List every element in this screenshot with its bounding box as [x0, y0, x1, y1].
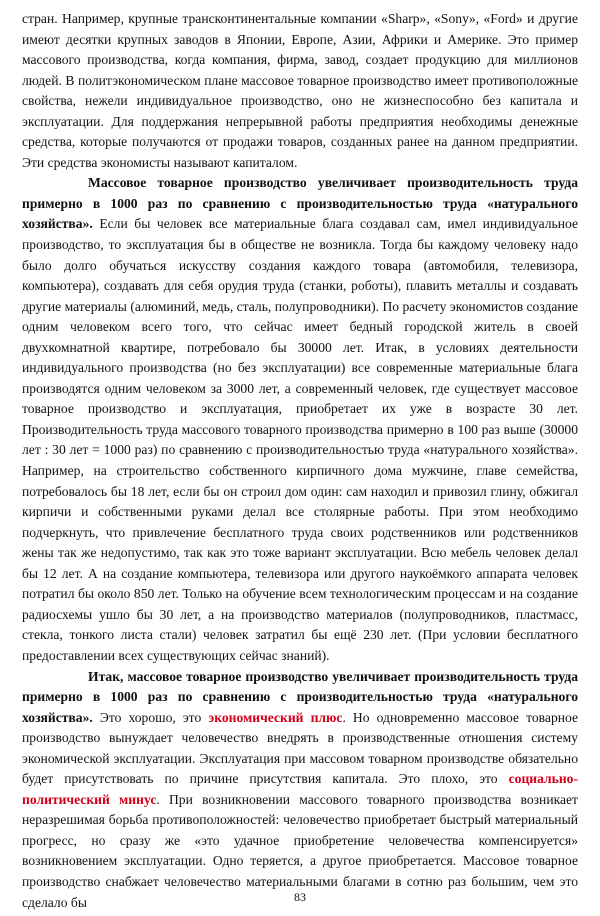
paragraph-productivity-body: Если бы человек все материальные блага создавал сам, имел индивидуальное производство, то эксплуатация бы в обществе не возникла. Тогда бы каждому человеку надо было долго обучаться искусству создания каждого товара (автомобиля, телевизора, компьютера), создавать для себя орудия труда (станки, роботы), плавить металлы и создавать другие материалы (алюминий, медь, сталь, полупроводники). По расчету экономистов создание одним человеком всего того, что сейчас имеет бедный городской житель в своей двухкомнатной квартире, потребовало бы 30000 лет. Итак, в условиях деятельности индивидуального производства (но без эксплуатации) все современные материальные блага производятся одним человеком за 3000 лет, а современный человек, где существует массовое товарное производство и эксплуатация, приобретает их уже в возрасте 30 лет. Производительность труда массового товарного производства примерно в 100 раз выше (30000 лет : 30 лет = 1000 раз) по сравнению с производительностью труда «натурального хозяйства». Например, на строительство собственного кирпичного дома мужчине, главе семейства, потребовалось бы 18 лет, если бы он строил дом один: сам находил и привозил глину, обжигал кирпичи и собственными руками делал все столярные работы. При этом необходимо подчеркнуть, что привлечение бесплатного труда своих родственников или родственников жены так же недопустимо, так как это тоже вариант эксплуатации. Всю мебель человек делал бы 12 лет. А на создание компьютера, телевизора или другого наукоёмкого аппарата человек потратил бы около 850 лет. Только на обучение всем технологическим процессам и на создание радиосхемы ушло бы 30 лет, а на производство материалов (полупроводников, пластмасс, стекла, тонкого листа стали) человек затратил бы ещё 230 лет. (При условии бесплатного предоставлении всех существующих сейчас знаний).: [22, 216, 579, 663]
highlight-social-political-minus: социально-политический минус: [22, 771, 578, 807]
bold-thesis-productivity: Массовое товарное производство увеличивает производительность труда примерно в 1000 раз по сравнению с производительностью труда «натурального хозяйства».: [22, 175, 578, 232]
paragraph-conclusion: [22, 667, 578, 914]
conclusion-text-b: . Но одновременно массовое товарное производство вынуждает человечество внедрять в производственные отношения систему экономической эксплуатации. Эксплуатация при массовом товарном производстве обязательно будет присутствовать по причине присутствия капитала. Это плохо, это: [22, 709, 579, 787]
page-number: 83: [294, 890, 306, 904]
paragraph-mass-production-intro: стран. Например, крупные трансконтинентальные компании «Sharp», «Sony», «Ford» и другие имеют десятки крупных заводов в Японии, Европе, Азии, Африки и Америке. Это пример массового производства, когда компания, фирма, завод, создает продукцию для миллионов людей. В политэкономическом плане массовое товарное производство имеет противоположные свойства, нежели индивидуальное производство, оно не жизнеспособно без капитала и эксплуатации. Для поддержания непрерывной работы предприятия необходимы денежные средства, которые получаются от продажи товаров, созданных ранее на данном предприятии. Эти средства экономисты называют капиталом.: [22, 11, 578, 170]
paragraph-productivity-1000x: [22, 173, 578, 666]
highlight-economic-plus: экономический плюс: [208, 709, 343, 725]
conclusion-text-a: Это хорошо, это: [92, 709, 209, 725]
bold-thesis-conclusion: Итак, массовое товарное производство увеличивает производительность труда примерно в 1000 раз по сравнению с производительностью труда «натурального хозяйства».: [22, 668, 578, 725]
conclusion-text-c: . При возникновении массового товарного производства возникает неразрешимая борьба противоположностей: человечество приобретает быстрый материальный прогресс, но сразу же «это удачное приобретение человечества компенсируется» возникновением эксплуатации. Одно теряется, а другое приобретается. Массовое товарное производство снабжает человечество материальными благами в сотню раз большим, чем это сделало бы: [22, 791, 578, 910]
